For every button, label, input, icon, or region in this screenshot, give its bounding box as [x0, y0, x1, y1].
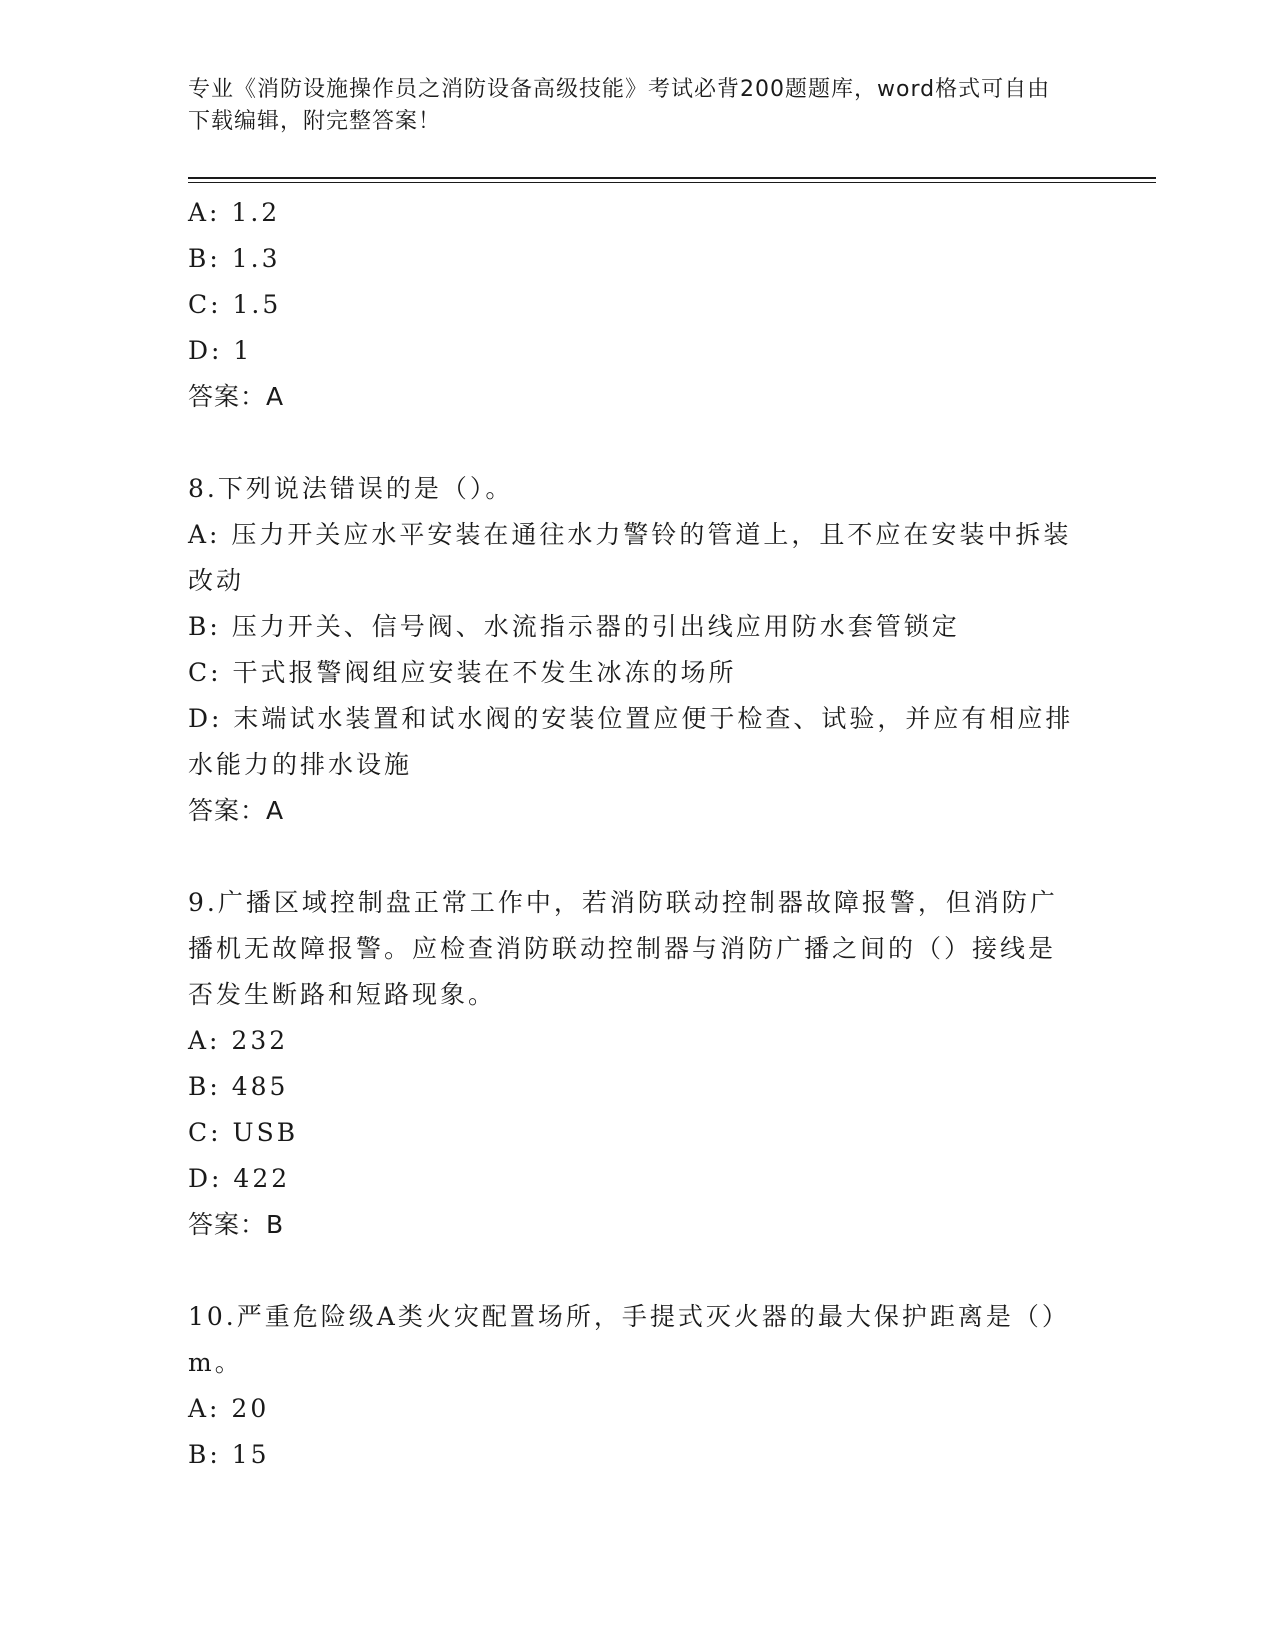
question-text: 8.下列说法错误的是（）。 — [188, 474, 514, 503]
option-c: C: 干式报警阀组应安装在不发生冰冻的场所 — [188, 658, 737, 687]
question-8 — [188, 466, 1078, 834]
answer: 答案：A — [188, 382, 285, 411]
header-divider — [188, 177, 1156, 179]
question-text: 10.严重危险级A类火灾配置场所，手提式灭火器的最大保护距离是（）m。 — [188, 1302, 1070, 1377]
option-b: B: 1.3 — [188, 244, 281, 273]
option-d: D: 末端试水装置和试水阀的安装位置应便于检查、试验，并应有相应排水能力的排水设施 — [188, 704, 1074, 779]
option-d: D: 422 — [188, 1164, 291, 1193]
option-a: A: 232 — [188, 1026, 289, 1055]
option-c: C: 1.5 — [188, 290, 282, 319]
option-a: A: 压力开关应水平安装在通往水力警铃的管道上，且不应在安装中拆装改动 — [188, 520, 1072, 595]
answer: 答案：B — [188, 1210, 285, 1239]
question-9 — [188, 880, 1078, 1248]
option-b: B: 485 — [188, 1072, 289, 1101]
option-b: B: 15 — [188, 1440, 270, 1469]
option-a: A: 1.2 — [188, 198, 281, 227]
question-list — [188, 190, 1078, 1478]
option-d: D: 1 — [188, 336, 253, 365]
question-7 — [188, 190, 1078, 420]
document-header: 专业《消防设施操作员之消防设备高级技能》考试必背200题题库，word格式可自由下载编辑，附完整答案！ — [188, 77, 1051, 134]
answer: 答案：A — [188, 796, 285, 825]
option-a: A: 20 — [188, 1394, 270, 1423]
question-10 — [188, 1294, 1078, 1478]
header-divider-thin — [188, 182, 1156, 183]
option-b: B: 压力开关、信号阀、水流指示器的引出线应用防水套管锁定 — [188, 612, 960, 641]
question-text: 9.广播区域控制盘正常工作中，若消防联动控制器故障报警，但消防广播机无故障报警。应检查消防联动控制器与消防广播之间的（）接线是否发生断路和短路现象。 — [188, 888, 1058, 1009]
option-c: C: USB — [188, 1118, 299, 1147]
